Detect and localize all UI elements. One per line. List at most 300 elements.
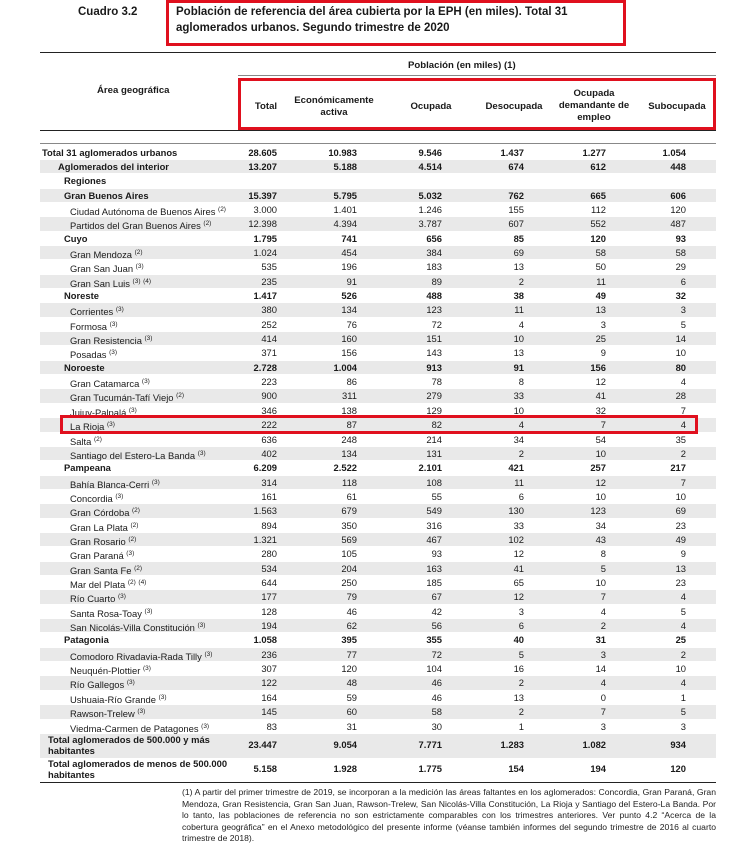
- table-row: [40, 174, 716, 187]
- cell-value: 2: [680, 648, 686, 660]
- table-row: [40, 705, 716, 718]
- cell-value: 89: [431, 275, 442, 287]
- cell-value: 194: [590, 763, 606, 774]
- row-label: Jujuy-Palpalá $^{(3)}$: [70, 406, 137, 418]
- cell-value: 314: [261, 476, 277, 488]
- cell-value: 894: [261, 519, 277, 531]
- row-label: Gran Catamarca $^{(3)}$: [70, 378, 150, 390]
- row-label: Comodoro Rivadavia-Rada Tilly $^{(3)}$: [70, 650, 213, 662]
- cell-value: 54: [595, 433, 606, 445]
- row-label: Gran Paraná $^{(3)}$: [70, 550, 135, 562]
- cell-value: 40: [513, 634, 524, 646]
- cell-value: 5: [680, 605, 686, 617]
- row-label: Gran Resistencia $^{(3)}$: [70, 335, 153, 347]
- cell-value: 58: [431, 706, 442, 718]
- cell-value: 414: [261, 333, 277, 345]
- cell-value: 129: [426, 404, 442, 416]
- cell-value: 1.437: [500, 146, 524, 158]
- table-row: [40, 418, 716, 431]
- cell-value: 32: [595, 404, 606, 416]
- row-label: Noroeste: [64, 361, 105, 373]
- cell-value: 395: [341, 634, 357, 646]
- cell-value: 5.032: [418, 189, 442, 201]
- table-row: [40, 461, 716, 474]
- cell-value: 164: [261, 691, 277, 703]
- row-label: Concordia $^{(3)}$: [70, 492, 124, 505]
- cell-value: 204: [341, 562, 357, 574]
- cell-value: 49: [675, 533, 686, 545]
- cell-value: 1.054: [662, 146, 686, 158]
- cell-value: 6: [518, 490, 524, 502]
- cell-value: 160: [341, 333, 357, 345]
- cell-value: 28: [675, 390, 686, 402]
- table-row: [40, 619, 716, 632]
- poblacion-header: Población (en miles) (1): [408, 60, 516, 71]
- table-row: [40, 519, 716, 532]
- cell-value: 31: [595, 634, 606, 646]
- cell-value: 679: [341, 505, 357, 517]
- column-header-5: Ocupada demandante de empleo: [558, 88, 630, 123]
- cell-value: 350: [341, 519, 357, 531]
- cell-value: 58: [595, 246, 606, 258]
- cell-value: 607: [508, 218, 524, 230]
- cell-value: 58: [675, 246, 686, 258]
- cell-value: 50: [595, 261, 606, 273]
- cell-value: 3: [680, 720, 686, 732]
- cell-value: 3.787: [418, 218, 442, 230]
- table-row: [40, 375, 716, 388]
- cell-value: 3: [600, 318, 606, 330]
- cell-value: 112: [591, 203, 606, 215]
- cell-value: 67: [431, 591, 442, 603]
- row-label: Mar del Plata $^{(2)}$ $^{(4)}$: [70, 579, 147, 591]
- cell-value: 1.024: [253, 246, 277, 258]
- cell-value: 9: [600, 347, 606, 359]
- row-label: Total 31 aglomerados urbanos: [42, 146, 178, 158]
- total-row: [40, 734, 716, 758]
- cell-value: 7.771: [418, 739, 442, 750]
- row-label: Río Cuarto $^{(3)}$: [70, 593, 126, 605]
- cell-value: 4: [680, 591, 686, 603]
- row-label: Gran Rosario $^{(2)}$: [70, 535, 137, 548]
- row-label: Cuyo: [64, 232, 88, 244]
- cell-value: 46: [431, 677, 442, 689]
- cell-value: 1.417: [253, 290, 277, 301]
- cell-value: 1.928: [333, 763, 357, 774]
- table-row: [40, 590, 716, 603]
- row-label: Rawson-Trelew $^{(3)}$: [70, 708, 146, 720]
- cell-value: 185: [426, 577, 442, 588]
- cell-value: 56: [431, 620, 442, 632]
- row-label: Aglomerados del interior: [58, 160, 169, 172]
- cell-value: 454: [341, 246, 357, 258]
- cell-value: 1.058: [253, 634, 277, 646]
- table-row: [40, 332, 716, 345]
- cell-value: 3: [600, 720, 606, 732]
- table-row: [40, 547, 716, 560]
- cell-value: 156: [341, 347, 357, 359]
- cell-value: 311: [342, 390, 357, 402]
- cell-value: 60: [346, 706, 357, 718]
- cell-value: 55: [431, 490, 442, 502]
- cell-value: 10: [595, 577, 606, 588]
- cell-value: 549: [426, 505, 442, 517]
- row-label: Patagonia: [64, 634, 109, 646]
- cell-value: 257: [590, 462, 606, 474]
- cell-value: 62: [346, 620, 357, 632]
- cell-value: 15.397: [248, 189, 277, 201]
- row-label: Partidos del Gran Buenos Aires $^{(2)}$: [70, 220, 212, 232]
- cell-value: 1.321: [253, 533, 277, 545]
- cell-value: 23.447: [248, 739, 277, 750]
- cell-value: 83: [266, 720, 277, 732]
- table-row: [40, 662, 716, 675]
- table-row: [40, 533, 716, 546]
- cell-value: 9: [680, 548, 686, 560]
- cell-value: 194: [261, 620, 277, 632]
- cell-value: 741: [341, 232, 357, 244]
- table-row: [40, 633, 716, 646]
- cell-value: 183: [426, 261, 442, 273]
- column-header-4: Desocupada: [485, 101, 543, 112]
- group-rule: [238, 75, 716, 76]
- cell-value: 6: [518, 620, 524, 632]
- table-row: [40, 275, 716, 288]
- table-row: [40, 576, 716, 589]
- cell-value: 236: [261, 648, 277, 660]
- table-row: [40, 691, 716, 704]
- cell-value: 5: [518, 648, 524, 660]
- cell-value: 235: [261, 275, 277, 287]
- cell-value: 76: [346, 318, 357, 330]
- cell-value: 217: [670, 462, 686, 474]
- cell-value: 16: [513, 663, 524, 675]
- row-label: San Nicolás-Villa Constitución $^{(3)}$: [70, 622, 206, 634]
- cell-value: 134: [341, 304, 357, 316]
- cell-value: 380: [261, 304, 277, 316]
- cell-value: 93: [431, 548, 442, 560]
- table-row: [40, 404, 716, 417]
- cuadro-number: Cuadro 3.2: [78, 6, 138, 18]
- cell-value: 280: [261, 548, 277, 560]
- cell-value: 7: [600, 591, 606, 603]
- cell-value: 5.188: [333, 160, 357, 172]
- cell-value: 61: [346, 490, 357, 502]
- row-label: Gran Buenos Aires: [64, 189, 149, 201]
- bottom-rule: [40, 782, 716, 783]
- cell-value: 316: [426, 519, 442, 531]
- cell-value: 402: [261, 447, 277, 459]
- table-row: [40, 476, 716, 489]
- area-geografica-header: Área geográfica: [97, 85, 170, 96]
- cell-value: 526: [341, 290, 357, 301]
- cell-value: 123: [590, 505, 606, 517]
- cell-value: 7: [680, 476, 686, 488]
- cell-value: 2: [518, 275, 524, 287]
- table-row: [40, 217, 716, 230]
- cell-value: 91: [513, 361, 524, 373]
- column-header-1: Total: [254, 101, 278, 112]
- table-title: Población de referencia del área cubierta por la EPH (en miles). Total 31 aglomerados urbanos. Segundo trimestre de 2020: [176, 6, 568, 34]
- cell-value: 11: [514, 304, 524, 316]
- cell-value: 123: [426, 304, 442, 316]
- table-row: [40, 676, 716, 689]
- cell-value: 4: [680, 677, 686, 689]
- cell-value: 31: [346, 720, 357, 732]
- cell-value: 13: [513, 347, 524, 359]
- cell-value: 8: [518, 376, 524, 388]
- cell-value: 487: [670, 218, 686, 230]
- cell-value: 4: [600, 605, 606, 617]
- cell-value: 46: [431, 691, 442, 703]
- cell-value: 3: [600, 648, 606, 660]
- cell-value: 250: [341, 577, 357, 588]
- cell-value: 535: [261, 261, 277, 273]
- cell-value: 33: [513, 519, 524, 531]
- cell-value: 12: [513, 591, 524, 603]
- cell-value: 145: [261, 706, 277, 718]
- row-label: Formosa $^{(3)}$: [70, 320, 118, 332]
- cell-value: 223: [261, 376, 277, 388]
- cell-value: 12: [595, 476, 606, 488]
- row-label: Ciudad Autónoma de Buenos Aires $^{(2)}$: [70, 205, 226, 218]
- cell-value: 4: [680, 419, 686, 431]
- cell-value: 10.983: [328, 146, 357, 158]
- table-row: [40, 260, 716, 273]
- cell-value: 1.004: [333, 361, 357, 373]
- cell-value: 2: [518, 447, 524, 459]
- cell-value: 25: [595, 333, 606, 345]
- cell-value: 4.394: [333, 218, 357, 230]
- cell-value: 4: [680, 620, 686, 632]
- cell-value: 1: [680, 691, 686, 703]
- row-label: Bahía Blanca-Cerri $^{(3)}$: [70, 478, 160, 490]
- cell-value: 8: [600, 548, 606, 560]
- row-label: Neuquén-Plottier $^{(3)}$: [70, 665, 151, 677]
- cell-value: 38: [513, 290, 524, 301]
- cell-value: 6: [680, 275, 686, 287]
- cell-value: 4: [518, 318, 524, 330]
- cell-value: 5.795: [333, 189, 357, 201]
- row-label: Regiones: [64, 175, 107, 187]
- cell-value: 1.246: [418, 203, 442, 215]
- cell-value: 552: [590, 218, 606, 230]
- cell-value: 77: [346, 648, 357, 660]
- cell-value: 612: [590, 160, 606, 172]
- cell-value: 59: [346, 691, 357, 703]
- cell-value: 12: [513, 548, 524, 560]
- cell-value: 1.277: [582, 146, 606, 158]
- table-row: [40, 648, 716, 661]
- row-label: Santa Rosa-Toay $^{(3)}$: [70, 607, 153, 619]
- table-row: [40, 504, 716, 517]
- cell-value: 108: [426, 476, 442, 488]
- cell-value: 128: [261, 605, 277, 617]
- cell-value: 13: [513, 691, 524, 703]
- row-label: Viedma-Carmen de Patagones $^{(3)}$: [70, 722, 210, 734]
- cell-value: 6.209: [253, 462, 277, 474]
- cell-value: 42: [431, 605, 442, 617]
- row-label: Gran San Luis $^{(3)}$ $^{(4)}$: [70, 277, 152, 289]
- cell-value: 636: [261, 433, 277, 445]
- cell-value: 3.000: [253, 203, 277, 215]
- cell-value: 4: [680, 376, 686, 388]
- cell-value: 11: [596, 275, 606, 287]
- row-label: Pampeana: [64, 462, 111, 474]
- cell-value: 1: [518, 720, 524, 732]
- cell-value: 41: [513, 562, 524, 574]
- column-header-2: Económicamente activa: [294, 95, 374, 118]
- cell-value: 346: [261, 404, 277, 416]
- row-label: Salta $^{(2)}$: [70, 435, 102, 447]
- cell-value: 252: [261, 318, 277, 330]
- cell-value: 87: [346, 419, 357, 431]
- cell-value: 307: [261, 663, 277, 675]
- cell-value: 120: [590, 232, 606, 244]
- cell-value: 72: [431, 648, 442, 660]
- cell-value: 9.054: [333, 739, 357, 750]
- row-label: Gran Mendoza $^{(2)}$: [70, 248, 143, 261]
- cell-value: 1.401: [333, 203, 357, 215]
- column-header-6: Subocupada: [648, 101, 706, 112]
- cell-value: 105: [341, 548, 357, 560]
- cell-value: 10: [675, 347, 686, 359]
- cell-value: 48: [346, 677, 357, 689]
- cell-value: 35: [675, 433, 686, 445]
- cell-value: 23: [675, 577, 686, 588]
- footnote: (1) A partir del primer trimestre de 2019, se incorporan a la medición las áreas faltantes en los aglomerados: Concordia, Gran Paraná, Gran Mendoza, Gran Resistencia, Gran San Juan, Rawson-Trelew, San Nicolás-Villa Constitución, La Rioja y Santiago del Estero-La Banda. Por lo tanto, las poblaciones de referencia no son estrictamente comparables con los trimestres anteriores. Ver punto 4.2 “Acerca de la cobertura geográfica” en el Anexo metodológico del presente informe (véanse también informes del segundo trimestre de 2016 al cuarto trimestre de 2018).: [182, 787, 716, 843]
- total-label: Total aglomerados de 500.000 y más habitantes: [48, 734, 210, 756]
- cell-value: 41: [595, 390, 606, 402]
- total-row: [40, 758, 716, 782]
- cell-value: 30: [431, 720, 442, 732]
- cell-value: 214: [426, 433, 442, 445]
- table-row: [40, 389, 716, 402]
- table-row: [40, 490, 716, 503]
- cell-value: 5.158: [253, 763, 277, 774]
- cell-value: 644: [261, 577, 277, 588]
- table-row: [40, 562, 716, 575]
- cell-value: 72: [431, 318, 442, 330]
- row-label: Posadas $^{(3)}$: [70, 349, 118, 361]
- cell-value: 10: [675, 663, 686, 675]
- header-rule: [40, 130, 716, 131]
- column-header-3: Ocupada: [410, 101, 452, 112]
- cell-value: 2.522: [333, 462, 357, 474]
- cell-value: 656: [426, 232, 442, 244]
- row-label: Gran Santa Fe $^{(2)}$: [70, 564, 143, 576]
- row-label: Santiago del Estero-La Banda $^{(3)}$: [70, 449, 206, 461]
- table-row: [40, 146, 716, 159]
- table-row: [40, 160, 716, 173]
- cell-value: 86: [346, 376, 357, 388]
- cell-value: 606: [670, 189, 686, 201]
- table-row: [40, 447, 716, 460]
- cell-value: 665: [590, 189, 606, 201]
- cell-value: 674: [508, 160, 524, 172]
- cell-value: 900: [261, 390, 277, 402]
- cell-value: 102: [508, 533, 524, 545]
- cell-value: 5: [680, 318, 686, 330]
- cell-value: 78: [431, 376, 442, 388]
- cell-value: 222: [261, 419, 277, 431]
- cell-value: 69: [513, 246, 524, 258]
- cell-value: 7: [600, 706, 606, 718]
- cell-value: 10: [513, 404, 524, 416]
- cell-value: 32: [675, 290, 686, 301]
- cell-value: 2: [680, 447, 686, 459]
- cell-value: 2.101: [418, 462, 442, 474]
- cell-value: 10: [595, 490, 606, 502]
- cell-value: 177: [261, 591, 277, 603]
- cell-value: 34: [513, 433, 524, 445]
- cell-value: 138: [341, 404, 357, 416]
- cell-value: 34: [595, 519, 606, 531]
- cell-value: 14: [595, 663, 606, 675]
- cell-value: 25: [675, 634, 686, 646]
- table-row: [40, 303, 716, 316]
- cell-value: 5: [680, 706, 686, 718]
- cell-value: 46: [346, 605, 357, 617]
- table-row: [40, 433, 716, 446]
- cell-value: 1.283: [500, 739, 524, 750]
- cell-value: 279: [426, 390, 442, 402]
- cell-value: 9.546: [418, 146, 442, 158]
- cell-value: 82: [431, 419, 442, 431]
- cell-value: 11: [514, 476, 524, 488]
- cell-value: 154: [508, 763, 524, 774]
- cell-value: 23: [675, 519, 686, 531]
- cell-value: 12.398: [248, 218, 277, 230]
- row-label: Ushuaia-Río Grande $^{(3)}$: [70, 693, 167, 705]
- table-row: [40, 318, 716, 331]
- cell-value: 2.728: [253, 361, 277, 373]
- cell-value: 384: [426, 246, 442, 258]
- cell-value: 488: [426, 290, 442, 301]
- cell-value: 4: [518, 419, 524, 431]
- total-label: Total aglomerados de menos de 500.000 habitantes: [48, 758, 228, 780]
- cell-value: 355: [426, 634, 442, 646]
- cell-value: 134: [341, 447, 357, 459]
- cell-value: 448: [670, 160, 686, 172]
- top-rule: [40, 52, 716, 53]
- cell-value: 49: [595, 290, 606, 301]
- cell-value: 1.775: [418, 763, 442, 774]
- cell-value: 43: [595, 533, 606, 545]
- cell-value: 2: [518, 677, 524, 689]
- table-row: [40, 289, 716, 302]
- cell-value: 163: [426, 562, 442, 574]
- cell-value: 10: [675, 490, 686, 502]
- cell-value: 3: [518, 605, 524, 617]
- row-label: Gran Córdoba $^{(2)}$: [70, 507, 140, 519]
- cell-value: 7: [680, 404, 686, 416]
- row-label: Río Gallegos $^{(3)}$: [70, 679, 135, 691]
- cell-value: 104: [426, 663, 442, 675]
- table-row: [40, 720, 716, 733]
- cell-value: 120: [670, 203, 686, 215]
- cell-value: 2: [600, 620, 606, 632]
- cell-value: 29: [675, 261, 686, 273]
- cell-value: 5: [600, 562, 606, 574]
- cell-value: 4: [600, 677, 606, 689]
- cell-value: 156: [590, 361, 606, 373]
- cell-value: 120: [670, 763, 686, 774]
- cell-value: 28.605: [248, 146, 277, 158]
- cell-value: 569: [341, 533, 357, 545]
- cell-value: 131: [426, 447, 442, 459]
- cell-value: 161: [261, 490, 277, 502]
